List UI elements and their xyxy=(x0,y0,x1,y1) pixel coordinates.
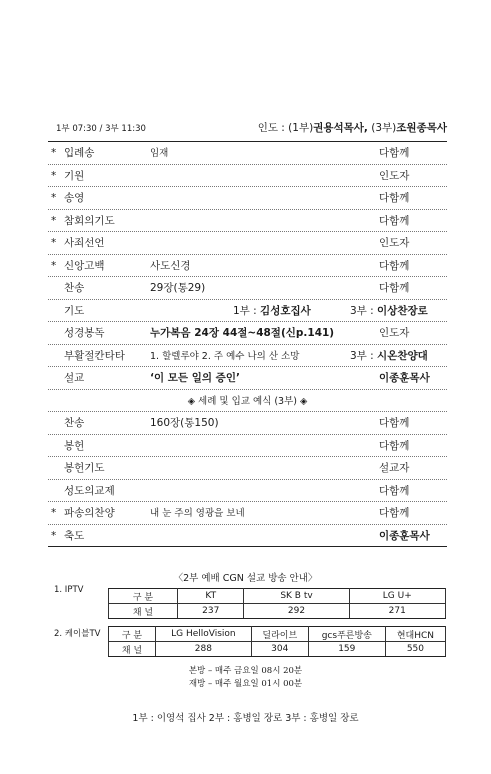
table-cell: 292 xyxy=(244,604,349,619)
table-cell: 271 xyxy=(349,604,445,619)
order-title: 입례송 xyxy=(64,147,95,159)
table-cell: 딜라이브 xyxy=(251,627,308,642)
iptv-label: 1. IPTV xyxy=(54,585,84,595)
order-row xyxy=(48,232,447,255)
order-title: 송영 xyxy=(64,192,85,204)
order-title: 찬송 xyxy=(64,417,85,429)
table-cell: LG HelloVision xyxy=(156,627,252,642)
order-content: 29장(통29) xyxy=(150,282,206,294)
worship-leaders: 인도 : (1부)권용석목사, (3부)조원종목사 xyxy=(257,122,447,134)
order-title: 설교 xyxy=(64,372,85,384)
cable-tv-table xyxy=(108,626,446,657)
order-performer: 인도자 xyxy=(379,169,410,182)
table-cell: 현대HCN xyxy=(385,627,445,642)
order-content: 임재 xyxy=(150,148,169,159)
order-performer: 다함께 xyxy=(379,192,410,204)
order-performer: 인도자 xyxy=(379,327,410,339)
service-times: 1부 07:30 / 3부 11:30 xyxy=(56,124,146,134)
table-cell: 304 xyxy=(251,642,308,657)
scripture-row xyxy=(48,322,447,345)
prayer-1st-name: 김성호집사 xyxy=(260,304,311,317)
standing-mark: * xyxy=(51,529,57,542)
cable-tv-label: 2. 케이블TV xyxy=(54,629,101,639)
standing-mark: * xyxy=(51,237,57,249)
leader-1: 권용석목사, xyxy=(313,122,368,134)
table-row xyxy=(109,604,446,619)
table-cell: 채 널 xyxy=(109,642,156,657)
prayer-3rd-service: 3부 : 이상찬장로 xyxy=(350,304,428,317)
table-cell: SK B tv xyxy=(244,589,349,604)
worship-header xyxy=(56,120,447,136)
standing-mark: * xyxy=(51,214,57,227)
footer-prayer-leaders: 1부 : 이영석 집사 2부 : 홍병일 장로 3부 : 홍병일 장로 xyxy=(132,713,359,724)
order-title: 기도 xyxy=(64,304,85,317)
order-title: 부활절칸타타 xyxy=(64,349,125,362)
order-performer: 설교자 xyxy=(379,462,410,474)
order-title: 기원 xyxy=(64,169,85,182)
cantata-row xyxy=(48,345,447,368)
order-title: 성도의교제 xyxy=(64,484,115,497)
prayer-1st-service: 1부 : 김성호집사 xyxy=(233,304,311,317)
order-content: 내 눈 주의 영광을 보네 xyxy=(150,508,245,519)
order-row xyxy=(48,412,447,435)
table-row xyxy=(109,627,446,642)
table-cell: 288 xyxy=(156,642,252,657)
order-row xyxy=(48,277,447,300)
order-row xyxy=(48,210,447,233)
order-row xyxy=(48,142,447,165)
sermon-row xyxy=(48,367,447,390)
worship-order xyxy=(48,142,447,547)
order-content: 사도신경 xyxy=(150,259,191,272)
standing-mark: * xyxy=(51,259,57,272)
standing-mark: * xyxy=(51,192,57,204)
order-performer: 다함께 xyxy=(379,282,410,294)
order-title: 사죄선언 xyxy=(64,237,105,249)
order-title: 봉헌 xyxy=(64,439,85,452)
leader-3: 조원종목사 xyxy=(396,122,447,134)
order-performer: 다함께 xyxy=(379,507,410,519)
table-cell: 237 xyxy=(178,604,244,619)
order-performer: 다함께 xyxy=(379,484,410,497)
baptism-row xyxy=(48,390,447,413)
order-content: 160장(통150) xyxy=(150,417,219,429)
order-performer: 다함께 xyxy=(379,439,410,452)
cantata-3rd-service: 3부 : 시온찬양대 xyxy=(350,349,428,362)
order-title: 찬송 xyxy=(64,282,85,294)
order-row xyxy=(48,480,447,503)
iptv-table xyxy=(108,588,446,619)
table-row xyxy=(109,589,446,604)
order-performer: 다함께 xyxy=(379,214,410,227)
broadcast-title: 〈2부 예배 CGN 설교 방송 안내〉 xyxy=(173,573,318,584)
order-title: 신앙고백 xyxy=(64,259,105,272)
standing-mark: * xyxy=(51,169,57,182)
scripture-reference: 누가복음 24장 44절~48절(신p.141) xyxy=(150,327,335,339)
table-cell: 구 분 xyxy=(109,589,178,604)
benediction-row xyxy=(48,525,447,548)
table-cell: 구 분 xyxy=(109,627,156,642)
order-performer: 인도자 xyxy=(379,237,410,249)
order-row xyxy=(48,457,447,480)
order-title: 파송의찬양 xyxy=(64,507,115,519)
order-performer: 다함께 xyxy=(379,259,410,272)
order-title: 축도 xyxy=(64,529,85,542)
order-row xyxy=(48,435,447,458)
standing-mark: * xyxy=(51,507,57,519)
table-cell: 채 널 xyxy=(109,604,178,619)
prayer-row xyxy=(48,300,447,323)
table-cell: gcs푸른방송 xyxy=(308,627,385,642)
order-performer: 다함께 xyxy=(379,147,410,159)
sermon-title: ‘이 모든 일의 증인’ xyxy=(150,372,240,384)
order-row xyxy=(48,165,447,188)
prayer-3rd-name: 이상찬장로 xyxy=(377,304,428,317)
benediction-pastor: 이종훈목사 xyxy=(379,529,430,542)
order-title: 봉헌기도 xyxy=(64,462,105,474)
broadcast-schedule-main: 본방 – 매주 금요일 08시 20분 xyxy=(188,666,303,676)
order-row xyxy=(48,502,447,525)
order-row xyxy=(48,255,447,278)
order-title: 참회의기도 xyxy=(64,214,115,227)
order-performer: 다함께 xyxy=(379,417,410,429)
table-cell: 159 xyxy=(308,642,385,657)
table-cell: 550 xyxy=(385,642,445,657)
standing-mark: * xyxy=(51,147,57,159)
order-title: 성경봉독 xyxy=(64,327,105,339)
table-row xyxy=(109,642,446,657)
preacher: 이종훈목사 xyxy=(379,372,430,384)
table-cell: KT xyxy=(178,589,244,604)
order-row xyxy=(48,187,447,210)
baptism-ceremony-line: ◈ 세례 및 입교 예식 (3부) ◈ xyxy=(187,395,308,407)
table-cell: LG U+ xyxy=(349,589,445,604)
cantata-songs: 1. 할렐루야 2. 주 예수 나의 산 소망 xyxy=(150,350,300,362)
broadcast-schedule-rerun: 재방 – 매주 월요일 01시 00분 xyxy=(188,679,303,689)
choir-name: 시온찬양대 xyxy=(377,349,428,362)
